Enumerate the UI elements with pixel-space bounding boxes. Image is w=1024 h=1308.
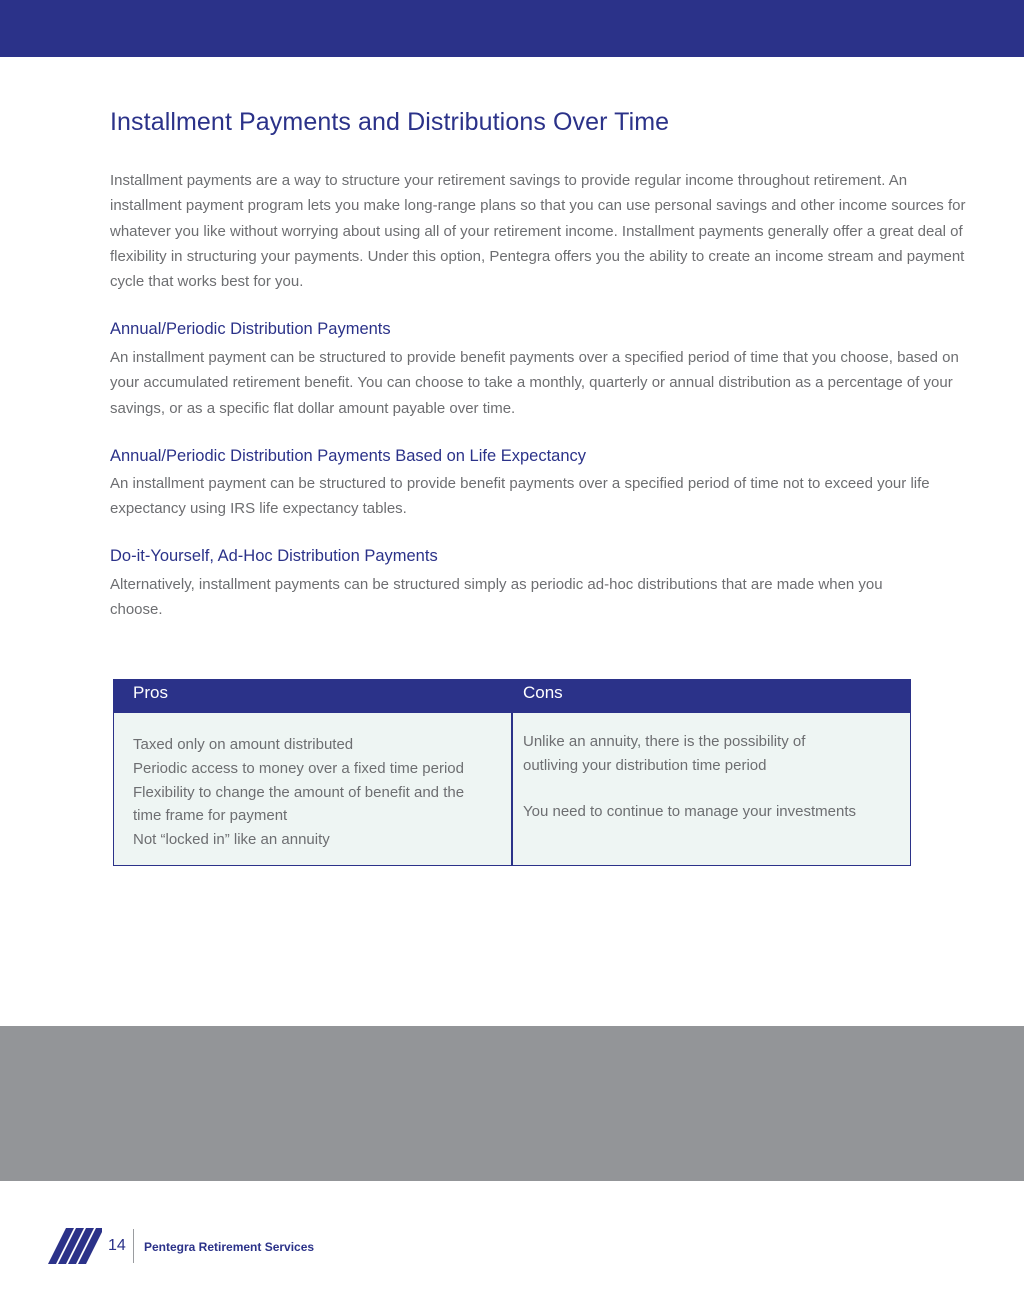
pros-header: Pros	[133, 683, 168, 702]
section-body-ad-hoc: Alternatively, installment payments can be structured simply as periodic ad-hoc distributions that are made when you choose.	[110, 576, 883, 619]
pros-item: Flexibility to change the amount of benefit and the time frame for payment	[133, 783, 465, 825]
diagonal-stripes-logo-icon	[48, 1228, 102, 1264]
section-heading-ad-hoc: Do-it-Yourself, Ad-Hoc Distribution Payments	[110, 547, 438, 565]
gray-footer-band	[0, 1026, 1024, 1181]
pros-item: Not “locked in” like an annuity	[133, 831, 330, 849]
section-body-life-expectancy: An installment payment can be structured to provide benefit payments over a specified period of time not to exceed your life expectancy using IRS life expectancy tables.	[110, 475, 930, 518]
footer-brand: Pentegra Retirement Services	[144, 1240, 315, 1254]
intro-paragraph: Installment payments are a way to structure your retirement savings to provide regular income throughout retirement. An installment payment program lets you make long-range plans so that you can use personal savings and other income sources for whatever you like without worrying about using all of your retirement income. Installment payments generally offer a great deal of flexibility in structuring your payments. Under this option, Pentegra offers you the ability to create an income stream and payment cycle that works best for you.	[110, 172, 966, 291]
section-body-periodic: An installment payment can be structured to provide benefit payments over a specified period of time that you choose, based on your accumulated retirement benefit. You can choose to take a monthly, quarterly or annual distribution as a percentage of your savings, or as a specific flat dollar amount payable over time.	[110, 349, 959, 417]
cons-item: You need to continue to manage your investments	[523, 802, 857, 820]
section-heading-life-expectancy: Annual/Periodic Distribution Payments Based on Life Expectancy	[110, 447, 587, 465]
page-title: Installment Payments and Distributions Over Time	[110, 108, 670, 136]
footer-divider	[133, 1229, 134, 1263]
pros-cons-header	[114, 680, 910, 713]
top-header-bar	[0, 0, 1024, 57]
section-heading-periodic: Annual/Periodic Distribution Payments	[110, 320, 391, 338]
pros-cons-table	[113, 679, 911, 866]
page-number: 14	[108, 1237, 126, 1254]
pros-item: Taxed only on amount distributed	[133, 736, 354, 753]
column-divider	[511, 713, 513, 866]
cons-item: Unlike an annuity, there is the possibility of outliving your distribution time period	[523, 733, 806, 774]
cons-list	[523, 730, 857, 823]
cons-header: Cons	[523, 683, 563, 702]
pros-list	[133, 733, 493, 852]
pros-item: Periodic access to money over a fixed time period	[133, 759, 464, 777]
